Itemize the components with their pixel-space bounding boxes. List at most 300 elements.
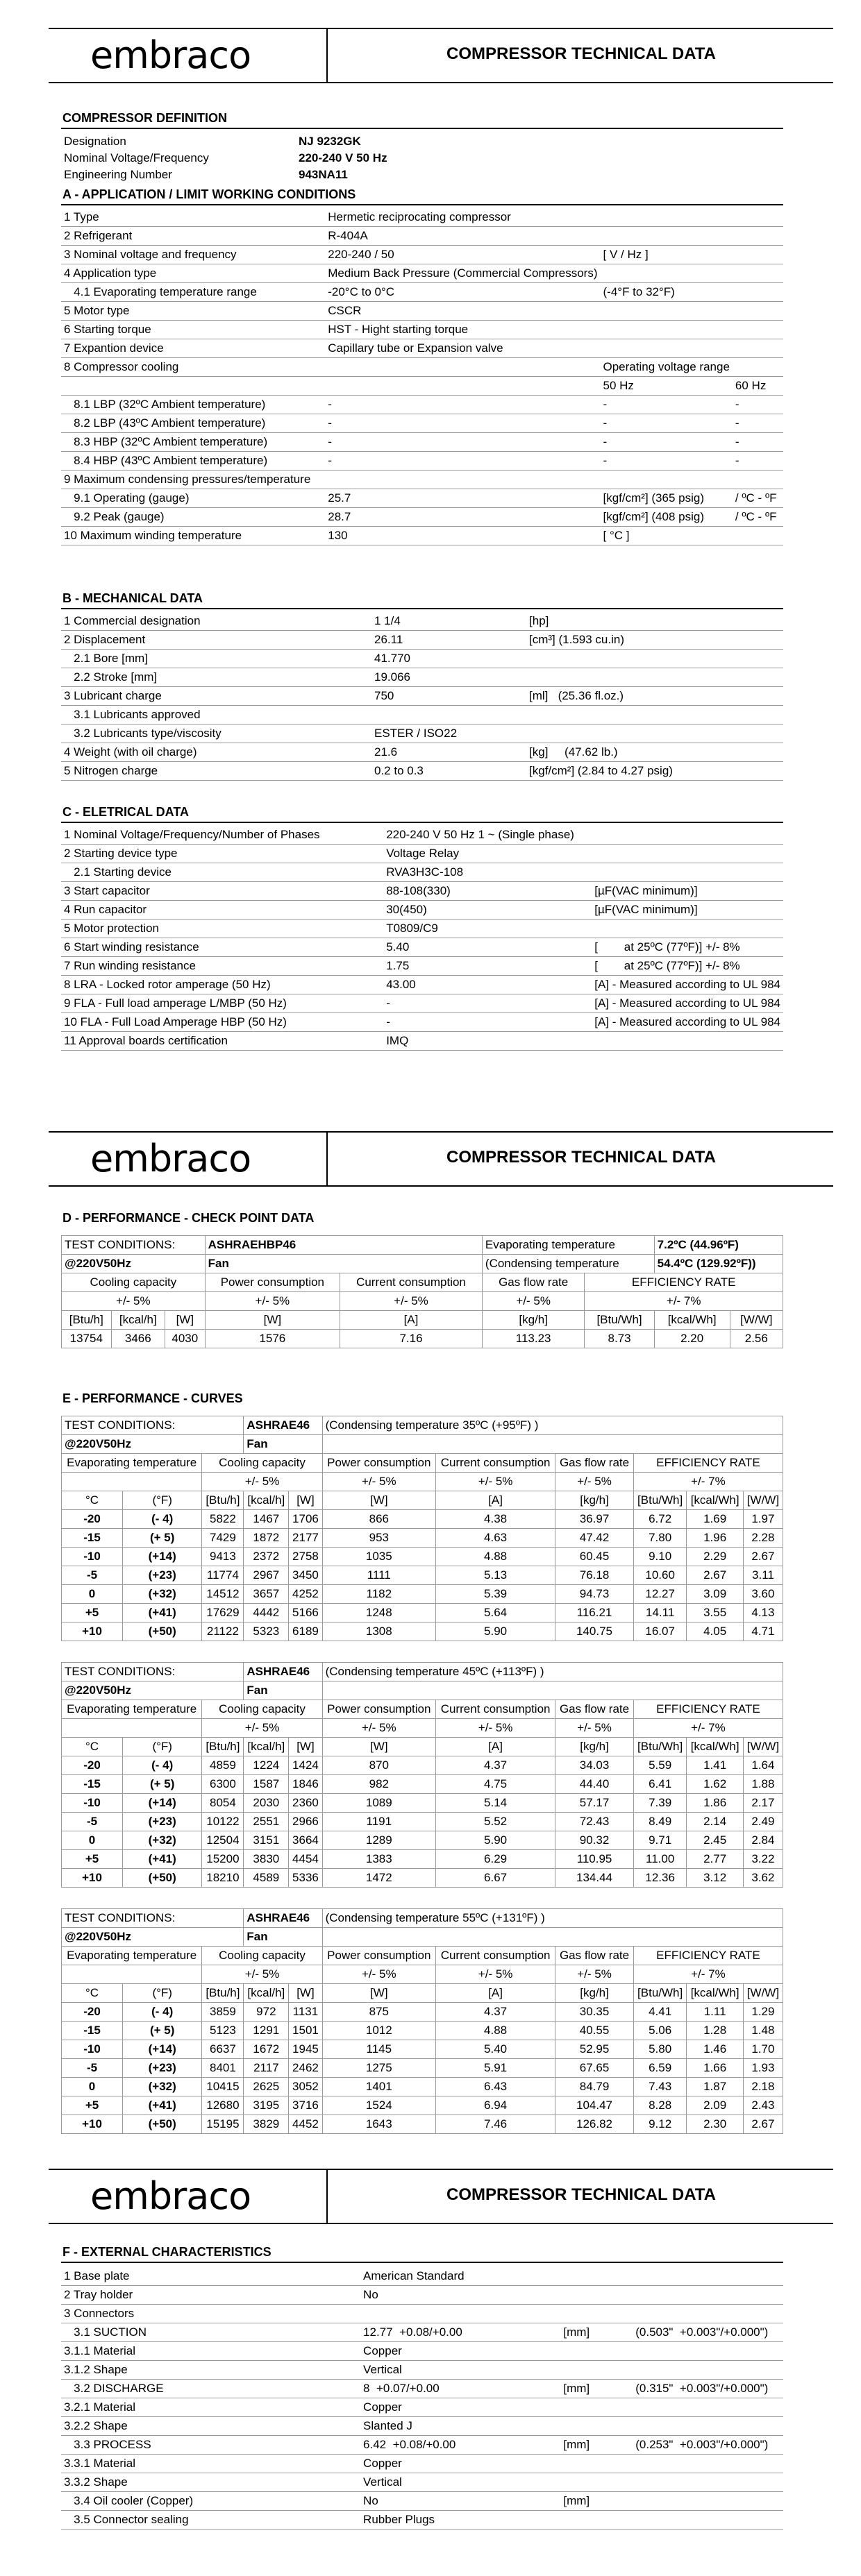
table-cell: 3.1 SUCTION <box>61 2323 360 2342</box>
table-cell <box>526 706 783 724</box>
table-cell: 52.95 <box>555 2040 634 2059</box>
section-f-rule <box>61 2262 783 2263</box>
table-cell: CSCR <box>325 302 600 321</box>
table-cell: 5.13 <box>436 1566 555 1585</box>
table-cell: +/- 5% <box>436 1473 555 1491</box>
table-cell: (°F) <box>123 1738 202 1756</box>
table-row <box>62 1909 783 1928</box>
table-cell: 1401 <box>322 2078 435 2096</box>
table-cell: Rubber Plugs <box>360 2511 560 2530</box>
table-row <box>61 2492 783 2511</box>
table-row <box>62 1566 783 1585</box>
table-row <box>61 396 783 414</box>
header-divider <box>326 2170 328 2223</box>
table-cell: - <box>325 452 600 471</box>
table-cell: EFFICIENCY RATE <box>633 1947 783 1965</box>
table-cell: 1643 <box>322 2115 435 2134</box>
table-cell: [W] <box>165 1311 205 1330</box>
table-cell <box>560 2417 633 2436</box>
table-cell: 5.90 <box>436 1622 555 1641</box>
table-cell: 0.2 to 0.3 <box>371 762 526 781</box>
table-cell: 1.64 <box>743 1756 783 1775</box>
table-cell: 6637 <box>202 2040 244 2059</box>
table-cell: +10 <box>62 1869 123 1888</box>
table-cell: EFFICIENCY RATE <box>585 1273 783 1292</box>
table-cell: (+14) <box>123 1794 202 1813</box>
table-cell: 9.12 <box>633 2115 687 2134</box>
table-cell <box>733 246 783 264</box>
table-row <box>62 1965 783 1984</box>
table-cell: 982 <box>322 1775 435 1794</box>
table-cell: 3.55 <box>687 1604 743 1622</box>
section-a-rule <box>61 204 783 205</box>
table-cell: 1.86 <box>687 1794 743 1813</box>
table-row <box>62 1416 783 1435</box>
table-cell: 10415 <box>202 2078 244 2096</box>
table-cell: [ V / Hz ] <box>601 246 733 264</box>
table-cell: Power consumption <box>322 1700 435 1719</box>
table-cell: ESTER / ISO22 <box>371 724 526 743</box>
table-row <box>62 1529 783 1548</box>
table-cell: [kcal/h] <box>111 1311 165 1330</box>
table-row <box>62 1330 783 1348</box>
section-f-table <box>61 2267 783 2530</box>
table-row <box>61 2473 783 2492</box>
table-cell: 2625 <box>244 2078 289 2096</box>
table-cell: TEST CONDITIONS: <box>62 1663 244 1681</box>
page-header <box>49 28 833 83</box>
table-cell: (- 4) <box>123 1510 202 1529</box>
table-cell: [W/W] <box>743 1984 783 2003</box>
table-cell: 3664 <box>289 1831 322 1850</box>
table-row <box>62 1435 783 1454</box>
table-cell: 6 Starting torque <box>61 321 325 339</box>
table-cell: 1467 <box>244 1510 289 1529</box>
table-cell: Evaporating temperature <box>62 1454 202 1473</box>
table-cell: 7.80 <box>633 1529 687 1548</box>
page-header-3 <box>49 2169 833 2224</box>
definition-rule <box>61 128 783 129</box>
table-row <box>62 2078 783 2096</box>
table-row <box>61 150 547 167</box>
table-cell: [Btu/h] <box>202 1491 244 1510</box>
table-cell: 6.41 <box>633 1775 687 1794</box>
table-cell <box>62 1965 202 1984</box>
table-cell: 10.60 <box>633 1566 687 1585</box>
table-cell: 2.17 <box>743 1794 783 1813</box>
table-cell: EFFICIENCY RATE <box>633 1454 783 1473</box>
table-cell: 3.3 PROCESS <box>61 2436 360 2455</box>
table-cell: 1945 <box>289 2040 322 2059</box>
table-cell: 1846 <box>289 1775 322 1794</box>
table-cell: 2551 <box>244 1813 289 1831</box>
table-cell: 8 Compressor cooling <box>61 358 325 377</box>
table-cell: 1.66 <box>687 2059 743 2078</box>
table-cell: 1672 <box>244 2040 289 2059</box>
table-cell: Evaporating temperature <box>62 1700 202 1719</box>
table-cell: Nominal Voltage/Frequency <box>64 151 209 164</box>
table-row <box>61 938 783 957</box>
table-cell: 3 Lubricant charge <box>61 687 371 706</box>
table-cell <box>733 208 783 227</box>
table-cell: 9 FLA - Full load amperage L/MBP (50 Hz) <box>61 994 383 1013</box>
table-cell <box>633 2361 783 2380</box>
table-cell: 4.41 <box>633 2003 687 2022</box>
table-cell <box>325 358 600 377</box>
table-cell: 12680 <box>202 2096 244 2115</box>
table-row <box>62 1491 783 1510</box>
table-cell: 4.05 <box>687 1622 743 1641</box>
table-row <box>62 1663 783 1681</box>
table-cell: 2.28 <box>743 1529 783 1548</box>
page-title: COMPRESSOR TECHNICAL DATA <box>446 44 716 63</box>
header-divider <box>326 1133 328 1185</box>
table-cell: 104.47 <box>555 2096 634 2115</box>
table-cell <box>733 358 783 377</box>
table-cell: 2758 <box>289 1548 322 1566</box>
table-cell: [kcal/Wh] <box>687 1491 743 1510</box>
table-cell: 1131 <box>289 2003 322 2022</box>
table-cell: 972 <box>244 2003 289 2022</box>
section-b-rule <box>61 608 783 609</box>
table-cell: Evaporating temperature <box>482 1236 654 1255</box>
table-cell: [ at 25ºC (77ºF)] +/- 8% <box>592 957 783 976</box>
table-cell: 94.73 <box>555 1585 634 1604</box>
table-cell <box>733 302 783 321</box>
table-row <box>62 2022 783 2040</box>
table-cell: 5.64 <box>436 1604 555 1622</box>
table-cell: 4.75 <box>436 1775 555 1794</box>
table-cell: 44.40 <box>555 1775 634 1794</box>
table-cell: [mm] <box>560 2436 633 2455</box>
table-cell <box>633 2398 783 2417</box>
table-cell: Gas flow rate <box>555 1454 634 1473</box>
table-cell <box>325 377 600 396</box>
table-cell: 4452 <box>289 2115 322 2134</box>
table-cell <box>601 264 733 283</box>
table-cell: 5323 <box>244 1622 289 1641</box>
table-cell: No <box>360 2286 560 2305</box>
table-cell <box>733 339 783 358</box>
table-cell: [W/W] <box>743 1491 783 1510</box>
table-cell: Cooling capacity <box>202 1454 322 1473</box>
table-cell <box>633 2473 783 2492</box>
table-cell: 5123 <box>202 2022 244 2040</box>
table-cell: 116.21 <box>555 1604 634 1622</box>
table-row <box>61 2305 783 2323</box>
table-cell: 6189 <box>289 1622 322 1641</box>
table-cell: 3.3.2 Shape <box>61 2473 360 2492</box>
table-cell: 6.94 <box>436 2096 555 2115</box>
table-cell: [Btu/h] <box>202 1984 244 2003</box>
table-row <box>61 882 783 901</box>
table-cell: 1.70 <box>743 2040 783 2059</box>
table-cell: 72.43 <box>555 1813 634 1831</box>
table-cell: °C <box>62 1491 123 1510</box>
table-cell: 1291 <box>244 2022 289 2040</box>
table-cell: 8401 <box>202 2059 244 2078</box>
table-cell: 1 Nominal Voltage/Frequency/Number of Phases <box>61 826 383 845</box>
table-cell: - <box>601 414 733 433</box>
table-cell: 2462 <box>289 2059 322 2078</box>
table-cell: 8.3 HBP (32ºC Ambient temperature) <box>61 433 325 452</box>
table-cell: 19.066 <box>371 668 526 687</box>
table-cell <box>592 845 783 863</box>
table-row <box>61 762 783 781</box>
table-cell: @220V50Hz <box>62 1928 244 1947</box>
table-cell: 113.23 <box>482 1330 585 1348</box>
definition-title: COMPRESSOR DEFINITION <box>62 111 228 125</box>
table-cell: 3.11 <box>743 1566 783 1585</box>
table-cell: 2 Displacement <box>61 631 371 650</box>
table-cell <box>733 527 783 545</box>
table-cell: +5 <box>62 1850 123 1869</box>
table-row <box>62 1947 783 1965</box>
table-cell: 3195 <box>244 2096 289 2115</box>
table-cell: [µF(VAC minimum)] <box>592 882 783 901</box>
table-cell: +10 <box>62 2115 123 2134</box>
table-cell: - <box>733 452 783 471</box>
table-row <box>61 452 783 471</box>
table-cell: 3.3.1 Material <box>61 2455 360 2473</box>
table-cell: +/- 7% <box>633 1473 783 1491</box>
table-row <box>62 2096 783 2115</box>
table-row <box>61 2380 783 2398</box>
table-cell: [W] <box>289 1491 322 1510</box>
table-cell: 1.75 <box>383 957 592 976</box>
table-cell <box>633 2286 783 2305</box>
table-cell: (+32) <box>123 1831 202 1850</box>
table-cell <box>733 227 783 246</box>
table-cell <box>633 2342 783 2361</box>
table-cell: 1 Base plate <box>61 2267 360 2286</box>
table-cell: [ at 25ºC (77ºF)] +/- 8% <box>592 938 783 957</box>
section-d-title: D - PERFORMANCE - CHECK POINT DATA <box>62 1211 315 1225</box>
table-row <box>61 976 783 994</box>
table-cell: -15 <box>62 2022 123 2040</box>
table-cell <box>560 2361 633 2380</box>
table-cell: 1706 <box>289 1510 322 1529</box>
table-row <box>62 1850 783 1869</box>
table-cell: [kcal/Wh] <box>654 1311 730 1330</box>
table-cell <box>592 1032 783 1051</box>
table-cell: +/- 5% <box>340 1292 483 1311</box>
table-cell: (- 4) <box>123 1756 202 1775</box>
table-cell: 12.27 <box>633 1585 687 1604</box>
table-cell: +/- 7% <box>585 1292 783 1311</box>
table-cell: EFFICIENCY RATE <box>633 1700 783 1719</box>
table-cell: 4252 <box>289 1585 322 1604</box>
definition-table <box>61 133 547 183</box>
table-row <box>61 246 783 264</box>
table-cell <box>360 2305 560 2323</box>
table-cell: (- 4) <box>123 2003 202 2022</box>
table-cell: 2177 <box>289 1529 322 1548</box>
table-cell: [kcal/h] <box>244 1491 289 1510</box>
table-cell: 3.62 <box>743 1869 783 1888</box>
table-cell <box>592 863 783 882</box>
table-cell: 3 Start capacitor <box>61 882 383 901</box>
table-cell: 11774 <box>202 1566 244 1585</box>
table-cell: [ml] (25.36 fl.oz.) <box>526 687 783 706</box>
table-cell: 4.13 <box>743 1604 783 1622</box>
table-cell: Cooling capacity <box>202 1947 322 1965</box>
table-cell: 1587 <box>244 1775 289 1794</box>
table-cell: 3.1.1 Material <box>61 2342 360 2361</box>
table-cell: 14.11 <box>633 1604 687 1622</box>
table-cell: [W] <box>289 1738 322 1756</box>
table-cell: 28.7 <box>325 508 600 527</box>
table-cell: (+ 5) <box>123 2022 202 2040</box>
table-cell: (+ 5) <box>123 1775 202 1794</box>
table-cell: 54.4ºC (129.92ºF)) <box>654 1255 783 1273</box>
table-cell: (Condensing temperature <box>482 1255 654 1273</box>
table-cell: 8.2 LBP (43ºC Ambient temperature) <box>61 414 325 433</box>
table-cell: Hermetic reciprocating compressor <box>325 208 600 227</box>
table-cell: 1289 <box>322 1831 435 1850</box>
table-row <box>61 706 783 724</box>
table-cell: 50 Hz <box>601 377 733 396</box>
table-cell: 18210 <box>202 1869 244 1888</box>
table-cell: 43.00 <box>383 976 592 994</box>
table-cell: 0 <box>62 1831 123 1850</box>
table-cell: 12.36 <box>633 1869 687 1888</box>
table-cell: +/- 5% <box>555 1473 634 1491</box>
table-cell: Power consumption <box>205 1273 340 1292</box>
table-cell: 1275 <box>322 2059 435 2078</box>
table-cell <box>733 264 783 283</box>
table-cell <box>733 471 783 489</box>
table-cell <box>633 2267 783 2286</box>
table-cell: 1.93 <box>743 2059 783 2078</box>
table-cell: [kg] (47.62 lb.) <box>526 743 783 762</box>
table-cell: 5.59 <box>633 1756 687 1775</box>
table-cell: 2 Refrigerant <box>61 227 325 246</box>
table-cell: Power consumption <box>322 1454 435 1473</box>
table-row <box>62 2003 783 2022</box>
curves-table-45 <box>61 1662 783 1888</box>
table-cell: +/- 5% <box>322 1473 435 1491</box>
table-cell: 10122 <box>202 1813 244 1831</box>
table-cell: -15 <box>62 1775 123 1794</box>
table-cell: 1.69 <box>687 1510 743 1529</box>
table-cell: 1089 <box>322 1794 435 1813</box>
table-row <box>61 631 783 650</box>
header-divider <box>326 29 328 82</box>
table-cell: 1501 <box>289 2022 322 2040</box>
table-cell: No <box>360 2492 560 2511</box>
table-row <box>62 1622 783 1641</box>
table-cell: @220V50Hz <box>62 1435 244 1454</box>
table-cell: T0809/C9 <box>383 920 592 938</box>
table-cell <box>592 920 783 938</box>
table-cell: (Condensing temperature 45ºC (+113ºF) ) <box>322 1663 783 1681</box>
table-cell: +/- 5% <box>205 1292 340 1311</box>
table-cell: Copper <box>360 2455 560 2473</box>
table-cell: 2.29 <box>687 1548 743 1566</box>
table-row <box>61 650 783 668</box>
table-cell: (+41) <box>123 1604 202 1622</box>
table-cell: (+41) <box>123 2096 202 2115</box>
table-row <box>61 283 783 302</box>
table-cell <box>322 1435 783 1454</box>
table-cell: [A] <box>436 1984 555 2003</box>
table-cell: [W] <box>322 1491 435 1510</box>
table-cell: - <box>733 433 783 452</box>
section-c-rule <box>61 822 783 823</box>
table-cell: 8.28 <box>633 2096 687 2115</box>
curves-table-35 <box>61 1416 783 1641</box>
table-row <box>61 687 783 706</box>
table-cell: Evaporating temperature <box>62 1947 202 1965</box>
table-cell: (+32) <box>123 2078 202 2096</box>
table-cell <box>560 2286 633 2305</box>
table-cell: 5.40 <box>436 2040 555 2059</box>
table-cell: (+23) <box>123 1566 202 1585</box>
table-cell: -5 <box>62 1813 123 1831</box>
table-cell: TEST CONDITIONS: <box>62 1416 244 1435</box>
table-cell <box>601 227 733 246</box>
table-cell: 3.2.1 Material <box>61 2398 360 2417</box>
table-cell: 12.77 +0.08/+0.00 <box>360 2323 560 2342</box>
table-cell: 7.46 <box>436 2115 555 2134</box>
table-row <box>62 1292 783 1311</box>
table-cell: [W] <box>322 1738 435 1756</box>
table-cell: Copper <box>360 2398 560 2417</box>
table-cell: 5 Nitrogen charge <box>61 762 371 781</box>
table-cell: 5.06 <box>633 2022 687 2040</box>
table-cell: -20 <box>62 1510 123 1529</box>
section-f-title: F - EXTERNAL CHARACTERISTICS <box>62 2245 271 2259</box>
table-row <box>61 994 783 1013</box>
table-cell <box>560 2398 633 2417</box>
table-cell: 9.71 <box>633 1831 687 1850</box>
table-cell: 3.12 <box>687 1869 743 1888</box>
table-row <box>62 1813 783 1831</box>
table-cell: 4.88 <box>436 1548 555 1566</box>
table-cell: 1576 <box>205 1330 340 1348</box>
table-cell: TEST CONDITIONS: <box>62 1236 206 1255</box>
table-cell: +5 <box>62 1604 123 1622</box>
table-cell: (°F) <box>123 1984 202 2003</box>
table-cell: 2360 <box>289 1794 322 1813</box>
table-cell: 5 Motor protection <box>61 920 383 938</box>
table-cell: -20 <box>62 1756 123 1775</box>
table-cell: 3.2 Lubricants type/viscosity <box>61 724 371 743</box>
table-cell: (+50) <box>123 2115 202 2134</box>
table-cell: 220-240 / 50 <box>325 246 600 264</box>
section-b-table <box>61 612 783 781</box>
table-row <box>61 2342 783 2361</box>
table-cell: 34.03 <box>555 1756 634 1775</box>
table-cell: Engineering Number <box>64 168 172 181</box>
table-row <box>61 302 783 321</box>
table-cell: (0.503" +0.003"/+0.000") <box>633 2323 783 2342</box>
table-cell: +/- 5% <box>62 1292 206 1311</box>
table-cell: 1.62 <box>687 1775 743 1794</box>
table-row <box>62 1719 783 1738</box>
table-cell: 1 Commercial designation <box>61 612 371 631</box>
table-row <box>61 2398 783 2417</box>
table-cell: 1.97 <box>743 1510 783 1529</box>
table-cell: 1424 <box>289 1756 322 1775</box>
table-row <box>61 920 783 938</box>
table-cell: [Btu/Wh] <box>585 1311 654 1330</box>
table-cell: +/- 5% <box>555 1719 634 1738</box>
table-cell: 1472 <box>322 1869 435 1888</box>
table-row <box>61 668 783 687</box>
table-cell: 220-240 V 50 Hz 1 ~ (Single phase) <box>383 826 592 845</box>
